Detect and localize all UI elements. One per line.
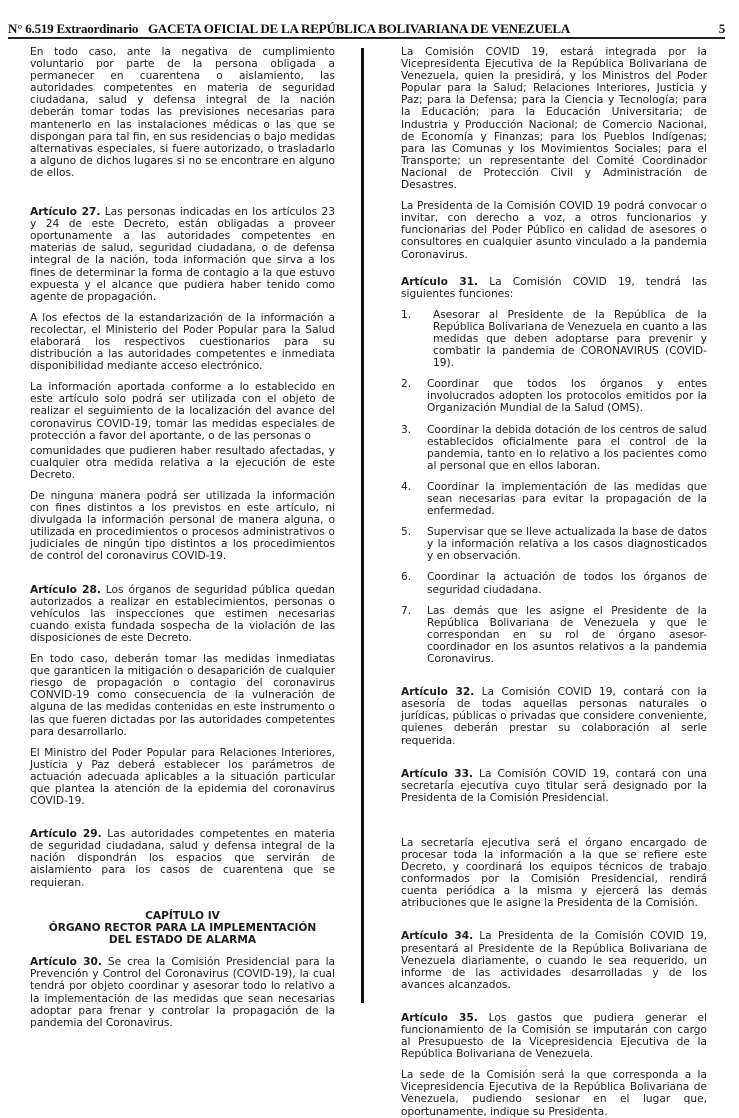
- list-item: [401, 378, 707, 414]
- paragraph: A los efectos de la estandarización de la información a recolectar, el Ministerio del Poder Popular para la Salud elaborará los respectivos cuestionarios para su distribución a las autoridades competentes e inmediata disponibilidad mediante acceso electrónico.: [30, 311, 335, 373]
- paragraph: comunidades que pudieren haber resultado afectadas, y cualquier otra medida relativa a la ejecución de este Decreto.: [30, 444, 335, 481]
- list-number: 6.: [401, 571, 412, 584]
- article-label: Artículo 31.: [401, 275, 479, 288]
- list-text: Supervisar que se lleve actualizada la base de datos y la información relativa a los casos diagnosticados y en observación.: [427, 526, 707, 563]
- list-text: Asesorar al Presidente de la República de la República Bolivariana de Venezuela en cuanto a las medidas que deben adoptarse para prevenir y combatir la pandemia de CORONAVIRUS (COVID-19).: [433, 308, 707, 370]
- article-31: [401, 276, 707, 300]
- chapter-number: CAPÍTULO IV: [145, 909, 220, 922]
- article-label: Artículo 34.: [401, 930, 474, 943]
- article-label: Artículo 27.: [30, 206, 101, 219]
- paragraph: En todo caso, ante la negativa de cumplimiento voluntario por parte de la persona obligada a permanecer en cuarentena o aislamiento, las autoridades competentes en materia de seguridad ciudadana, salud y defensa integral de la nación deberán tomar todas las previsiones necesarias para mantenerlo en las instalaciones médicas o las que se dispongan para tal fin, en sus residencias o bajo medidas alternativas especiales, si fuere autorizado, o trasladarlo a alguno de dichos lugares si no se encontrare en alguno de ellos.: [30, 46, 335, 179]
- list-item: [401, 309, 707, 369]
- list-text: Coordinar que todos los órganos y entes involucrados adopten los protocolos emitidos por la Organización Mundial de la Salud (OMS).: [427, 378, 707, 415]
- article-28: [30, 584, 335, 644]
- article-text: La Comisión COVID 19, contará con una secretaría ejecutiva cuyo titular será designado por la Presidenta de la Comisión Presidencial.: [401, 767, 707, 804]
- article-35: [401, 1012, 707, 1060]
- list-number: 7.: [401, 604, 412, 617]
- list-item: [401, 526, 707, 562]
- article-text: La Presidenta de la Comisión COVID 19, presentará al Presidente de la República Bolivariana de Venezuela diariamente, o cuando le sea requerido, un informe de las actividades desarrolladas y de los avances alcanzados.: [401, 930, 707, 991]
- paragraph: La información aportada conforme a lo establecido en este artículo solo podrá ser utilizada con el objeto de realizar el seguimiento de la localización del avance del coronavirus COVID-19, tomar las medidas especiales de protección a favor del aportante, o de las personas o: [30, 381, 335, 442]
- right-column: [401, 46, 707, 1118]
- article-text: Las personas indicadas en los artículos 23 y 24 de este Decreto, están obligadas a proveer oportunamente a las autoridades competentes en materias de salud, seguridad ciudadana, o de defensa integral de la nación, toda información que sirva a los fines de determinar la forma de contagio a la que estuvo expuesta y el alcance que pudiera haber tenido como agente de propagación.: [30, 206, 335, 303]
- article-30: [30, 956, 335, 1029]
- article-33: [401, 768, 707, 804]
- list-text: Coordinar la debida dotación de los centros de salud establecidos oficialmente para el control de la pandemia, tanto en lo relativo a los pacientes como al personal que en ellos laboran.: [427, 423, 707, 472]
- paragraph: La secretaría ejecutiva será el órgano encargado de procesar toda la información a la que se refiere este Decreto, y coordinará los equipos técnicos de trabajo conformados por la Comisión Presidencial, rendirá cuenta periódica a la misma y ejercerá las demás atribuciones que le asigne la Presidenta de la Comisión.: [401, 836, 707, 910]
- left-column: [30, 46, 335, 1029]
- article-label: Artículo 28.: [30, 583, 101, 596]
- list-item: [401, 571, 707, 595]
- article-text: Los órganos de seguridad pública quedan autorizados a realizar en establecimientos, personas o vehículos las inspecciones que estimen necesarias cuando exista fundada sospecha de la violación de las disposiciones de este Decreto.: [30, 583, 335, 644]
- list-number: 3.: [401, 423, 412, 436]
- paragraph: La Comisión COVID 19, estará integrada por la Vicepresidenta Ejecutiva de la República Bolivariana de Venezuela, quien la presidirá, y los Ministros del Poder Popular para la Salud; Relaciones Interiores, Justicia y Paz; para la Defensa; para la Ciencia y Tecnología; para la Educación; para la Educación Universitaria; de Industria y Producción Nacional; de Comercio Nacional, de Economía y Finanzas; para los Pueblos Indígenas; para las Comunas y los Movimientos Sociales; para el Transporte; un representante del Comité Coordinador Nacional de Protección Civil y Administración de Desastres.: [401, 46, 707, 192]
- list-item: [401, 481, 707, 517]
- article-text: La Comisión COVID 19, contará con la asesoría de todas aquellas personas naturales o jurídicas, públicas o privadas que considere conveniente, quienes deberán prestar su colaboración al serle requerida.: [401, 686, 707, 747]
- list-text: Coordinar la implementación de las medidas que sean necesarias para evitar la propagación de la enfermedad.: [427, 480, 707, 518]
- article-label: Artículo 35.: [401, 1011, 478, 1024]
- list-item: [401, 424, 707, 472]
- paragraph: De ninguna manera podrá ser utilizada la información con fines distintos a los previstos en este artículo, ni divulgada la información personal de manera alguna, o utilizada en procedimientos o procesos administrativos o judiciales de ningún tipo distintos a los procedimientos de control del coronavirus COVID-19.: [30, 490, 335, 563]
- article-text: La Comisión COVID 19, tendrá las siguientes funciones:: [401, 275, 707, 300]
- page-number: 5: [718, 21, 725, 36]
- paragraph: La sede de la Comisión será la que corresponda a la Vicepresidencia Ejecutiva de la República Bolivariana de Venezuela, pudiendo sesionar en el lugar que, oportunamente, indique su Presidenta.: [401, 1069, 707, 1118]
- list-number: 1.: [401, 308, 412, 321]
- column-divider: [361, 48, 364, 1003]
- paragraph: La Presidenta de la Comisión COVID 19 podrá convocar o invitar, con derecho a voz, a otros funcionarios y funcionarias del Poder Público en calidad de asesores o consultores en cualquier asunto vinculado a la pandemia Coronavirus.: [401, 200, 707, 261]
- chapter-title-line2: DEL ESTADO DE ALARMA: [108, 934, 257, 947]
- paragraph: El Ministro del Poder Popular para Relaciones Interiores, Justicia y Paz deberá establecer los parámetros de actuación adecuada aplicables a la situación particular que plantea la atención de la epidemia del coronavirus COVID-19.: [30, 746, 335, 808]
- article-32: [401, 686, 707, 746]
- list-number: 5.: [401, 526, 412, 539]
- article-text: Se crea la Comisión Presidencial para la Prevención y Control del Coronavirus (COVID-19), la cual tendrá por objeto coordinar y asesorar todo lo relativo a la implementación de las medidas que sean necesarias adoptar para frenar y controlar la propagación de la pandemia del Coronavirus.: [30, 956, 336, 1029]
- issue-number: N° 6.519 Extraordinario: [8, 21, 139, 36]
- header-rule: [8, 37, 725, 39]
- article-label: Artículo 30.: [30, 956, 102, 969]
- list-item: [401, 605, 707, 665]
- article-27: [30, 206, 335, 303]
- article-label: Artículo 29.: [30, 828, 102, 841]
- article-label: Artículo 33.: [401, 767, 473, 780]
- publication-title: GACETA OFICIAL DE LA REPÚBLICA BOLIVARIANA DE VENEZUELA: [148, 21, 571, 36]
- chapter-title-line1: ÓRGANO RECTOR PARA LA IMPLEMENTACIÓN: [48, 921, 317, 934]
- article-29: [30, 828, 335, 888]
- article-label: Artículo 32.: [401, 686, 475, 699]
- list-number: 4.: [401, 480, 412, 493]
- chapter-heading: [30, 910, 335, 947]
- list-text: Las demás que les asigne el Presidente de la República Bolivariana de Venezuela y que le correspondan en su rol de órgano asesor-coordinador en los asuntos relativos a la pandemia Coronavirus.: [427, 604, 707, 666]
- article-text: Los gastos que pudiera generar el funcionamiento de la Comisión se imputarán con cargo al Presupuesto de la Vicepresidencia Ejecutiva de la República Bolivariana de Venezuela.: [401, 1011, 707, 1061]
- paragraph: En todo caso, deberán tomar las medidas inmediatas que garanticen la mitigación o desaparición de cualquier riesgo de propagación o contagio del coronavirus CONVID-19 como consecuencia de la vulneración de alguna de las medidas contenidas en este instrumento o las que fueren dictadas por las autoridades competentes para desarrollarlo.: [30, 653, 335, 738]
- list-number: 2.: [401, 378, 412, 391]
- list-text: Coordinar la actuación de todos los órganos de seguridad ciudadana.: [427, 571, 707, 596]
- article-text: Las autoridades competentes en materia de seguridad ciudadana, salud y defensa integral de la nación dispondrán los espacios que servirán de aislamiento para los casos de cuarentena que se requieran.: [30, 828, 335, 889]
- article-34: [401, 930, 707, 990]
- page-header: [8, 21, 725, 37]
